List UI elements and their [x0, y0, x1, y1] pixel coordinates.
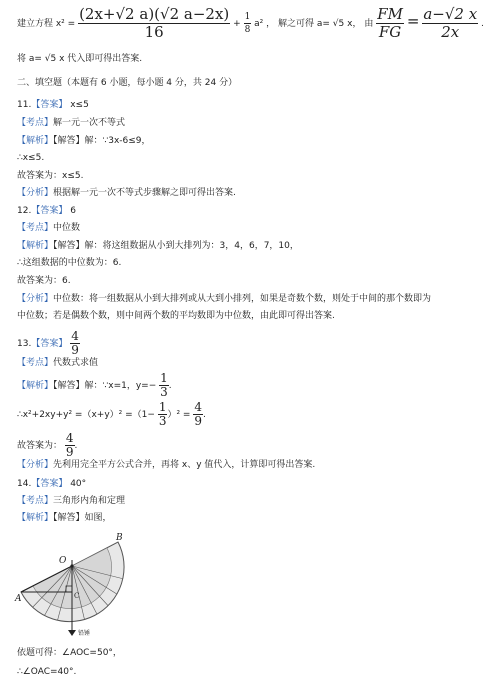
- substitution-line: 将 a= √5 x 代入即可得出答案.: [17, 54, 143, 64]
- q14-step-2: ∴∠OAC=40°.: [17, 667, 77, 677]
- q14-answer: 14.【答案】 40°: [17, 479, 87, 489]
- q14-step-1: 依题可得：∠AOC=50°，: [17, 648, 122, 658]
- q11-answer: 11.【答案】 x≤5: [17, 100, 89, 110]
- q14-point: 【考点】三角形内角和定理: [17, 496, 126, 506]
- plumb-caption: 铅锤: [78, 630, 91, 637]
- label-b: B: [116, 533, 123, 543]
- q12-analysis: 【解析】【解答】解：将这组数据从小到大排列为：3，4，6，7，10，: [17, 241, 299, 251]
- expr-result-fraction: $\frac{4}{9}$: [194, 400, 202, 428]
- section-heading: 二、填空题（本题有 6 小题，每小题 4 分，共 24 分）: [17, 78, 238, 88]
- label-c: C: [74, 592, 80, 600]
- small-fraction: $\frac{1}{8}$: [244, 12, 251, 35]
- q11-point: 【考点】解一元一次不等式: [17, 118, 126, 128]
- label-a: A: [15, 594, 22, 604]
- q13-expression: ∴x²+2xy+y² =（x+y）² =（1− $\frac{1}{3}$ ）² = $\frac{4}{9}$ .: [17, 400, 206, 428]
- q12-step-1: ∴这组数据的中位数为：6.: [17, 258, 122, 268]
- plumb-bob: [68, 630, 76, 636]
- ratio-fm-fg: $\frac{FM}{FG}$: [377, 5, 403, 41]
- expr-fraction-1: $\frac{1}{3}$: [158, 400, 167, 428]
- q11-analysis: 【解析】【解答】解：∵3x-6≤9，: [17, 136, 151, 146]
- q14-analysis: 【解析】【解答】如图，: [17, 513, 112, 523]
- q12-step-2: 故答案为：6.: [17, 276, 71, 286]
- q11-step-1: ∴x≤5.: [17, 153, 45, 163]
- ratio-result: $\frac{a-√2 x}{2x}$: [423, 5, 478, 41]
- q11-step-2: 故答案为：x≤5.: [17, 171, 84, 181]
- q12-explanation-2: 中位数；若是偶数个数，则中间两个数的平均数即为中位数，由此即可得出答案.: [17, 311, 335, 321]
- q12-explanation: 【分析】中位数：将一组数据从小到大排列或从大到小排列，如果是奇数个数，则处于中间的那个数即为: [17, 294, 432, 304]
- q12-point: 【考点】中位数: [17, 223, 81, 233]
- big-fraction: $\frac{(2x+√2 a)(√2 a-2x)}{16}$: [79, 5, 230, 41]
- q13-analysis: 【解析】【解答】解：∵x=1，y=− $\frac{1}{3}$ .: [17, 371, 172, 399]
- protractor-figure: [16, 530, 128, 642]
- equation-line: 建立方程 x² = $\frac{(2x+√2 a)(√2 a-2x)}{16}$ + $\frac{1}{8}$ a² ， 解之可得 a= √5 x， 由 $\frac{FM}{FG}$ = $\frac{a-√2 x}{2x}$ .: [17, 5, 484, 41]
- q13-explanation: 【分析】先利用完全平方公式合并，再将 x、y 值代入，计算即可得出答案.: [17, 460, 316, 470]
- equation-prefix: 建立方程 x² =: [17, 19, 76, 29]
- q13-answer: 13.【答案】 $\frac{4}{9}$: [17, 329, 79, 357]
- q13-conclusion: 故答案为： $\frac{4}{9}$ .: [17, 431, 78, 459]
- q12-answer: 12.【答案】 6: [17, 206, 76, 216]
- q11-explanation: 【分析】根据解一元一次不等式步骤解之即可得出答案.: [17, 188, 236, 198]
- label-o: O: [59, 556, 67, 566]
- q13-point: 【考点】代数式求值: [17, 358, 99, 368]
- point-o: [70, 564, 73, 567]
- conclusion-fraction: $\frac{4}{9}$: [65, 431, 74, 459]
- q13-answer-fraction: $\frac{4}{9}$: [71, 329, 79, 357]
- y-value-fraction: $\frac{1}{3}$: [160, 371, 168, 399]
